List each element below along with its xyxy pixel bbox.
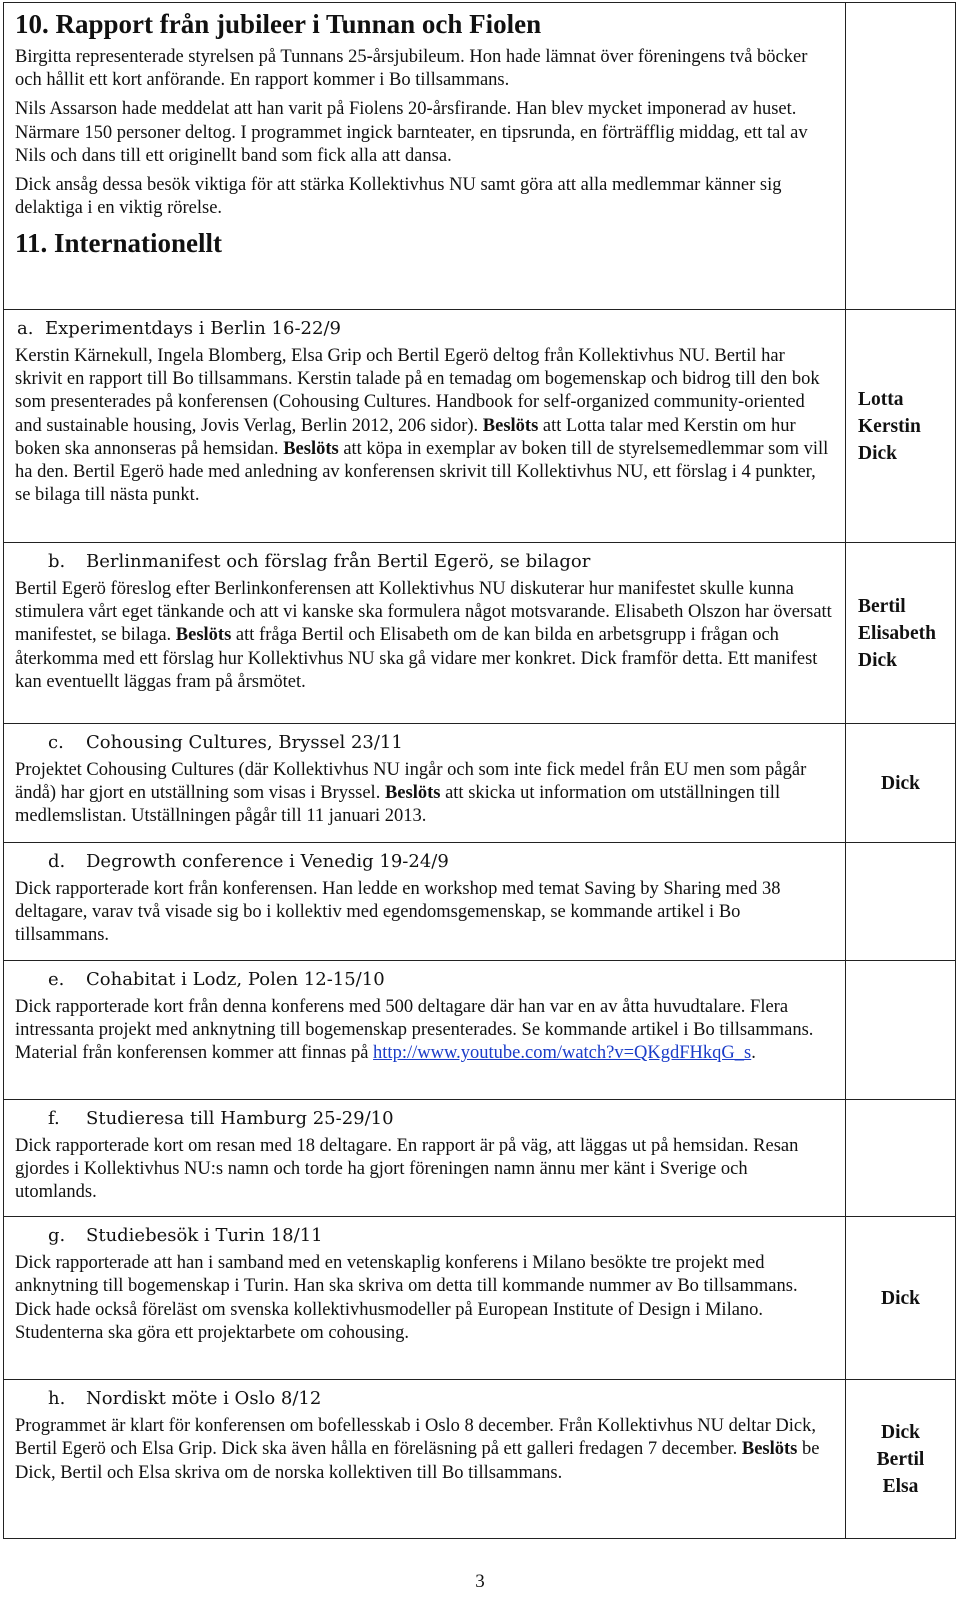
item-title: Berlinmanifest och förslag från Bertil Egerö, se bilagor <box>86 551 591 572</box>
item-f-cell <box>4 1099 846 1217</box>
section-10-paragraph: Dick ansåg dessa besök viktiga för att stärka Kollektivhus NU samt göra att alla medlemmar känner sig delaktiga i en viktig rörelse. <box>15 175 782 219</box>
item-b-title <box>15 549 833 575</box>
text-span: Programmet är klart för konferensen om bofellesskab i Oslo 8 december. Från Kollektivhus NU deltar Dick, Bertil Egerö och Elsa Grip. Dick ska även hålla en föreläsning på ett galleri fredagen 7 december. <box>15 1416 816 1460</box>
item-letter: a. <box>17 318 34 339</box>
item-letter: g. <box>48 1225 66 1247</box>
item-f-title <box>15 1106 833 1132</box>
item-d-title <box>15 849 833 875</box>
responsible-name: Bertil <box>876 1448 925 1470</box>
decision-label: Beslöts <box>741 1439 798 1460</box>
text-span: att Lotta talar med Kerstin om hur boken ska annonseras på hemsidan. <box>15 415 796 459</box>
responsible-cell <box>846 1380 956 1539</box>
item-title: Experimentdays i Berlin 16-22/9 <box>45 318 341 339</box>
item-title: Cohabitat i Lodz, Polen 12-15/10 <box>86 968 385 990</box>
table-row <box>4 960 956 1099</box>
item-letter: b. <box>48 551 66 572</box>
decision-label: Beslöts <box>175 625 232 646</box>
item-g-cell <box>4 1217 846 1380</box>
item-title: Degrowth conference i Venedig 19-24/9 <box>86 851 449 872</box>
responsible-name: Lotta <box>858 388 904 410</box>
text-span: Projektet Cohousing Cultures (där Kollektivhus NU ingår och som inte fick medel från EU men som pågår ändå) har gjort en utställning som visas i Bryssel. <box>15 760 807 804</box>
item-letter: e. <box>48 968 65 990</box>
item-title: Studieresa till Hamburg 25-29/10 <box>86 1107 394 1129</box>
responsible-name: Dick <box>881 1287 920 1309</box>
item-letter: d. <box>48 851 66 872</box>
table-row <box>4 1099 956 1217</box>
item-letter: f. <box>48 1107 60 1129</box>
item-h-cell <box>4 1380 846 1539</box>
item-title: Nordiskt möte i Oslo 8/12 <box>86 1388 322 1410</box>
item-g-text: Dick rapporterade att han i samband med en vetenskaplig konferens i Milano besökte tre projekt med anknytning till bogemenskap i Turin. Han ska skriva om detta till kommande nummer av Bo tillsammans. Dick hade också föreläst om svenska kollektivhusmodeller på European Institute of Design i Milano. Studenterna ska göra ett projektarbete om cohousing. <box>15 1253 798 1343</box>
table-row <box>4 310 956 543</box>
responsible-name: Bertil <box>858 595 906 617</box>
responsible-name: Elisabeth <box>858 622 937 644</box>
text-span: . <box>751 1043 756 1064</box>
table-row <box>4 1380 956 1539</box>
decision-label: Beslöts <box>482 415 539 436</box>
text-span: att skicka ut information om utställningen till medlemslistan. Utställningen pågår till 11 januari 2013. <box>15 783 781 827</box>
item-d-text: Dick rapporterade kort från konferensen. Han ledde en workshop med temat Saving by Sharing med 38 deltagare, varav två visade sig bo i kollektiv med egendomsgemenskap, se kommande artikel i Bo tillsammans. <box>15 879 781 946</box>
item-e-cell <box>4 960 846 1099</box>
item-h-title <box>15 1386 833 1412</box>
item-f-text: Dick rapporterade kort om resan med 18 deltagare. En rapport är på väg, att läggas ut på hemsidan. Resan gjordes i Kollektivhus NU:s namn och torde ha gjort föreningen namn ännu mer känt i Sverige och utomlands. <box>15 1135 799 1203</box>
table-row <box>4 1217 956 1380</box>
item-letter: h. <box>48 1388 66 1410</box>
responsible-cell <box>846 1099 956 1217</box>
item-e-title <box>15 967 833 993</box>
text-span: att fråga Bertil och Elisabeth om de kan bilda en arbetsgrupp i frågan och återkomma med ett förslag hur Kollektivhus NU ska gå vidare mer konkret. Dick framför detta. Ett manifest kan eventuellt läggas fram på årsmötet. <box>15 625 818 692</box>
item-letter: c. <box>48 732 64 753</box>
table-row <box>4 843 956 961</box>
text-span: Kerstin Kärnekull, Ingela Blomberg, Elsa Grip och Bertil Egerö deltog från Kollektivhus NU. Bertil har skrivit en rapport till Bo tillsammans. Kerstin talade på en temadag om bogemenskap och bidrog till den bok som presenterades på konferensen (Cohousing Cultures. Handbook for self-organized community-oriented and sustainable housing, Jovis Verlag, Berlin 2012, 206 sidor). <box>15 346 820 436</box>
page-number: 3 <box>475 1571 485 1592</box>
text-span: be Dick, Bertil och Elsa skriva om de norska kollektiven till Bo tillsammans. <box>15 1439 820 1483</box>
youtube-link[interactable]: http://www.youtube.com/watch?v=QKgdFHkqG_s <box>373 1043 752 1064</box>
section-10-paragraph: Nils Assarson hade meddelat att han varit på Fiolens 20-årsfirande. Han blev mycket imponerad av huset. Närmare 150 personer deltog. I programmet ingick barnteater, en tipsrunda, en förträfflig middag, ett tal av Nils och dans till ett originellt band som fick alla att dansa. <box>15 99 808 166</box>
table-row <box>4 724 956 843</box>
item-title: Cohousing Cultures, Bryssel 23/11 <box>86 732 403 753</box>
text-span: Dick rapporterade kort från denna konferens med 500 deltagare där han var en av åtta huvudtalare. Flera intressanta projekt med anknytning till bogemenskap presenterades. Se kommande artikel i Bo tillsammans. Material från konferensen kommer att finnas på <box>15 996 814 1064</box>
responsible-name: Elsa <box>882 1475 919 1497</box>
section-11-heading: 11. Internationellt <box>15 228 222 259</box>
item-title: Studiebesök i Turin 18/11 <box>86 1225 323 1247</box>
item-b-cell <box>4 543 846 724</box>
responsible-name: Kerstin <box>858 415 921 437</box>
responsible-name: Dick <box>858 649 897 671</box>
responsible-cell <box>846 3 956 310</box>
responsible-cell <box>846 960 956 1099</box>
text-span: Bertil Egerö föreslog efter Berlinkonferensen att Kollektivhus NU diskuterar hur manifestet skulle kunna stimulera vårt eget tänkande och att vi kanske ska formulera något motsvarande. Elisabeth Olszon har översatt manifestet, se bilaga. <box>15 579 832 646</box>
responsible-name: Dick <box>881 772 920 794</box>
item-a-text <box>15 345 833 507</box>
decision-label: Beslöts <box>283 438 339 459</box>
item-d-cell <box>4 843 846 961</box>
item-a-title <box>15 316 833 342</box>
decision-label: Beslöts <box>384 783 441 804</box>
responsible-cell <box>846 724 956 843</box>
item-g-title <box>15 1223 833 1249</box>
responsible-cell <box>846 1217 956 1380</box>
responsible-cell <box>846 310 956 543</box>
text-span: att köpa in exemplar av boken till de styrelsemedlemmar som vill ha den. Bertil Egerö hade med anledning av konferensen skrivit till Kollektivhus NU, ett förslag i 4 punkter, se bilaga till nästa punkt. <box>15 438 829 506</box>
responsible-cell <box>846 543 956 724</box>
table-row <box>4 3 956 310</box>
section-10-cell <box>4 3 846 310</box>
item-c-title <box>15 730 833 756</box>
item-e-text <box>15 996 833 1066</box>
item-c-text <box>15 759 833 829</box>
item-a-cell <box>4 310 846 543</box>
minutes-table <box>3 2 956 1539</box>
table-row <box>4 543 956 724</box>
responsible-name: Dick <box>858 442 897 464</box>
section-10-heading: 10. Rapport från jubileer i Tunnan och Fiolen <box>15 9 542 39</box>
item-c-cell <box>4 724 846 843</box>
item-b-text <box>15 578 833 694</box>
responsible-cell <box>846 843 956 961</box>
responsible-name: Dick <box>881 1421 920 1443</box>
item-h-text <box>15 1415 833 1485</box>
section-10-paragraph: Birgitta representerade styrelsen på Tunnans 25-årsjubileum. Hon hade lämnat över föreningens två böcker och hållit ett kort anförande. En rapport kommer i Bo tillsammans. <box>15 47 808 91</box>
